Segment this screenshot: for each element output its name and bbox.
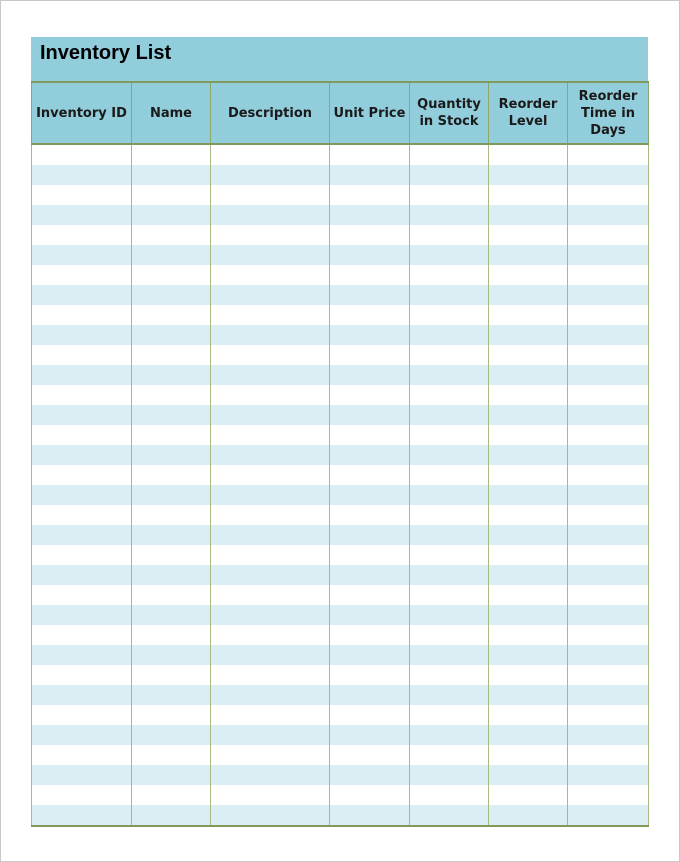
table-cell-inventory-id[interactable] [32, 665, 132, 685]
table-cell-reorder-time-in-days[interactable] [568, 745, 649, 765]
table-row [32, 625, 649, 645]
table-row [32, 185, 649, 205]
table-cell-description[interactable] [211, 505, 330, 525]
table-cell-name[interactable] [132, 665, 211, 685]
table-cell-inventory-id[interactable] [32, 465, 132, 485]
table-cell-name[interactable] [132, 805, 211, 826]
table-cell-unit-price[interactable] [330, 225, 410, 245]
table-cell-inventory-id[interactable] [32, 605, 132, 625]
table-cell-reorder-level[interactable] [489, 625, 568, 645]
table-cell-inventory-id[interactable] [32, 745, 132, 765]
table-cell-reorder-level[interactable] [489, 765, 568, 785]
table-cell-inventory-id[interactable] [32, 305, 132, 325]
table-cell-description[interactable] [211, 185, 330, 205]
table-row [32, 165, 649, 185]
table-cell-reorder-time-in-days[interactable] [568, 385, 649, 405]
table-cell-reorder-time-in-days[interactable] [568, 265, 649, 285]
table-cell-reorder-time-in-days[interactable] [568, 144, 649, 165]
table-cell-inventory-id[interactable] [32, 525, 132, 545]
table-cell-unit-price[interactable] [330, 365, 410, 385]
table-cell-quantity-in-stock[interactable] [410, 645, 489, 665]
table-cell-inventory-id[interactable] [32, 165, 132, 185]
table-cell-reorder-level[interactable] [489, 225, 568, 245]
table-cell-name[interactable] [132, 465, 211, 485]
table-cell-name[interactable] [132, 205, 211, 225]
table-cell-reorder-time-in-days[interactable] [568, 705, 649, 725]
table-cell-reorder-level[interactable] [489, 645, 568, 665]
table-cell-name[interactable] [132, 645, 211, 665]
table-cell-reorder-level[interactable] [489, 425, 568, 445]
table-cell-reorder-time-in-days[interactable] [568, 345, 649, 365]
table-cell-unit-price[interactable] [330, 565, 410, 585]
table-cell-description[interactable] [211, 425, 330, 445]
table-cell-name[interactable] [132, 705, 211, 725]
table-cell-quantity-in-stock[interactable] [410, 205, 489, 225]
table-cell-name[interactable] [132, 305, 211, 325]
table-cell-inventory-id[interactable] [32, 505, 132, 525]
table-cell-description[interactable] [211, 645, 330, 665]
table-cell-reorder-time-in-days[interactable] [568, 425, 649, 445]
table-row [32, 565, 649, 585]
table-cell-reorder-time-in-days[interactable] [568, 585, 649, 605]
table-cell-name[interactable] [132, 745, 211, 765]
table-row [32, 585, 649, 605]
table-cell-inventory-id[interactable] [32, 345, 132, 365]
table-cell-description[interactable] [211, 485, 330, 505]
table-cell-reorder-time-in-days[interactable] [568, 685, 649, 705]
table-cell-name[interactable] [132, 565, 211, 585]
table-cell-name[interactable] [132, 685, 211, 705]
table-cell-reorder-level[interactable] [489, 144, 568, 165]
table-cell-reorder-time-in-days[interactable] [568, 485, 649, 505]
table-row [32, 745, 649, 765]
table-cell-reorder-level[interactable] [489, 385, 568, 405]
table-cell-name[interactable] [132, 405, 211, 425]
table-cell-description[interactable] [211, 365, 330, 385]
table-cell-reorder-time-in-days[interactable] [568, 165, 649, 185]
table-row [32, 425, 649, 445]
table-cell-quantity-in-stock[interactable] [410, 485, 489, 505]
table-cell-description[interactable] [211, 565, 330, 585]
column-header-unit-price: Unit Price [330, 82, 410, 144]
table-cell-reorder-time-in-days[interactable] [568, 565, 649, 585]
table-cell-description[interactable] [211, 785, 330, 805]
table-row [32, 545, 649, 565]
table-cell-inventory-id[interactable] [32, 205, 132, 225]
table-cell-unit-price[interactable] [330, 485, 410, 505]
table-cell-quantity-in-stock[interactable] [410, 185, 489, 205]
table-cell-quantity-in-stock[interactable] [410, 265, 489, 285]
table-cell-unit-price[interactable] [330, 805, 410, 826]
table-cell-reorder-time-in-days[interactable] [568, 225, 649, 245]
table-row [32, 245, 649, 265]
table-row [32, 705, 649, 725]
table-cell-reorder-level[interactable] [489, 325, 568, 345]
table-cell-reorder-level[interactable] [489, 665, 568, 685]
table-cell-reorder-time-in-days[interactable] [568, 325, 649, 345]
table-cell-reorder-time-in-days[interactable] [568, 645, 649, 665]
table-cell-quantity-in-stock[interactable] [410, 144, 489, 165]
table-cell-reorder-level[interactable] [489, 485, 568, 505]
table-cell-inventory-id[interactable] [32, 565, 132, 585]
table-row [32, 325, 649, 345]
table-cell-quantity-in-stock[interactable] [410, 685, 489, 705]
table-cell-unit-price[interactable] [330, 165, 410, 185]
table-row [32, 785, 649, 805]
table-cell-unit-price[interactable] [330, 445, 410, 465]
table-cell-quantity-in-stock[interactable] [410, 345, 489, 365]
table-cell-unit-price[interactable] [330, 285, 410, 305]
table-cell-name[interactable] [132, 385, 211, 405]
table-cell-reorder-time-in-days[interactable] [568, 185, 649, 205]
table-cell-reorder-level[interactable] [489, 725, 568, 745]
table-cell-reorder-level[interactable] [489, 605, 568, 625]
table-cell-unit-price[interactable] [330, 705, 410, 725]
table-cell-quantity-in-stock[interactable] [410, 745, 489, 765]
table-cell-description[interactable] [211, 805, 330, 826]
table-cell-reorder-level[interactable] [489, 705, 568, 725]
table-cell-name[interactable] [132, 545, 211, 565]
table-cell-reorder-level[interactable] [489, 445, 568, 465]
column-header-reorder-level: Reorder Level [489, 82, 568, 144]
table-cell-description[interactable] [211, 605, 330, 625]
table-cell-reorder-level[interactable] [489, 805, 568, 826]
column-header-reorder-time-in-days: Reorder Time in Days [568, 82, 649, 144]
table-cell-reorder-level[interactable] [489, 505, 568, 525]
table-cell-reorder-level[interactable] [489, 285, 568, 305]
table-cell-quantity-in-stock[interactable] [410, 445, 489, 465]
table-cell-quantity-in-stock[interactable] [410, 405, 489, 425]
table-cell-reorder-level[interactable] [489, 345, 568, 365]
table-cell-reorder-level[interactable] [489, 265, 568, 285]
table-cell-description[interactable] [211, 725, 330, 745]
table-row [32, 465, 649, 485]
table-cell-unit-price[interactable] [330, 305, 410, 325]
table-cell-quantity-in-stock[interactable] [410, 165, 489, 185]
table-row [32, 805, 649, 826]
table-cell-inventory-id[interactable] [32, 485, 132, 505]
table-cell-inventory-id[interactable] [32, 405, 132, 425]
table-cell-unit-price[interactable] [330, 185, 410, 205]
table-cell-quantity-in-stock[interactable] [410, 465, 489, 485]
table-cell-unit-price[interactable] [330, 605, 410, 625]
inventory-table [31, 81, 649, 827]
table-cell-quantity-in-stock[interactable] [410, 425, 489, 445]
table-cell-unit-price[interactable] [330, 245, 410, 265]
table-cell-reorder-level[interactable] [489, 405, 568, 425]
table-cell-description[interactable] [211, 465, 330, 485]
table-cell-unit-price[interactable] [330, 665, 410, 685]
column-header-name: Name [132, 82, 211, 144]
table-cell-reorder-time-in-days[interactable] [568, 625, 649, 645]
table-cell-quantity-in-stock[interactable] [410, 585, 489, 605]
table-row [32, 645, 649, 665]
table-cell-unit-price[interactable] [330, 645, 410, 665]
table-cell-reorder-level[interactable] [489, 685, 568, 705]
table-row [32, 225, 649, 245]
table-cell-quantity-in-stock[interactable] [410, 365, 489, 385]
table-cell-quantity-in-stock[interactable] [410, 225, 489, 245]
table-cell-quantity-in-stock[interactable] [410, 805, 489, 826]
table-cell-name[interactable] [132, 165, 211, 185]
table-cell-description[interactable] [211, 205, 330, 225]
table-cell-name[interactable] [132, 144, 211, 165]
column-header-description: Description [211, 82, 330, 144]
table-cell-description[interactable] [211, 305, 330, 325]
table-cell-description[interactable] [211, 385, 330, 405]
table-cell-quantity-in-stock[interactable] [410, 665, 489, 685]
table-cell-description[interactable] [211, 345, 330, 365]
table-cell-inventory-id[interactable] [32, 245, 132, 265]
table-cell-name[interactable] [132, 185, 211, 205]
table-cell-description[interactable] [211, 625, 330, 645]
table-cell-reorder-time-in-days[interactable] [568, 405, 649, 425]
title-bar [31, 37, 648, 81]
table-cell-inventory-id[interactable] [32, 185, 132, 205]
table-cell-quantity-in-stock[interactable] [410, 525, 489, 545]
table-cell-description[interactable] [211, 585, 330, 605]
header-row [32, 82, 649, 144]
table-cell-reorder-time-in-days[interactable] [568, 805, 649, 826]
table-cell-name[interactable] [132, 345, 211, 365]
table-cell-name[interactable] [132, 585, 211, 605]
table-cell-quantity-in-stock[interactable] [410, 725, 489, 745]
table-cell-description[interactable] [211, 225, 330, 245]
table-row [32, 205, 649, 225]
table-cell-inventory-id[interactable] [32, 265, 132, 285]
table-body [32, 144, 649, 826]
table-cell-unit-price[interactable] [330, 205, 410, 225]
table-row [32, 385, 649, 405]
table-cell-name[interactable] [132, 605, 211, 625]
table-cell-description[interactable] [211, 765, 330, 785]
table-cell-description[interactable] [211, 245, 330, 265]
table-cell-name[interactable] [132, 225, 211, 245]
table-cell-reorder-level[interactable] [489, 745, 568, 765]
table-cell-quantity-in-stock[interactable] [410, 285, 489, 305]
table-cell-name[interactable] [132, 625, 211, 645]
table-cell-name[interactable] [132, 265, 211, 285]
table-cell-quantity-in-stock[interactable] [410, 385, 489, 405]
table-row [32, 365, 649, 385]
table-cell-description[interactable] [211, 144, 330, 165]
table-cell-quantity-in-stock[interactable] [410, 505, 489, 525]
table-cell-description[interactable] [211, 405, 330, 425]
table-cell-description[interactable] [211, 445, 330, 465]
table-cell-unit-price[interactable] [330, 765, 410, 785]
table-cell-reorder-time-in-days[interactable] [568, 245, 649, 265]
table-cell-unit-price[interactable] [330, 745, 410, 765]
table-cell-name[interactable] [132, 765, 211, 785]
table-cell-reorder-time-in-days[interactable] [568, 785, 649, 805]
table-cell-name[interactable] [132, 725, 211, 745]
table-cell-unit-price[interactable] [330, 685, 410, 705]
table-cell-inventory-id[interactable] [32, 625, 132, 645]
table-cell-reorder-time-in-days[interactable] [568, 665, 649, 685]
table-cell-description[interactable] [211, 285, 330, 305]
table-cell-reorder-level[interactable] [489, 545, 568, 565]
table-cell-description[interactable] [211, 745, 330, 765]
table-cell-unit-price[interactable] [330, 505, 410, 525]
table-cell-quantity-in-stock[interactable] [410, 605, 489, 625]
table-cell-quantity-in-stock[interactable] [410, 705, 489, 725]
table-cell-inventory-id[interactable] [32, 765, 132, 785]
table-cell-name[interactable] [132, 445, 211, 465]
table-cell-reorder-time-in-days[interactable] [568, 505, 649, 525]
table-cell-reorder-level[interactable] [489, 365, 568, 385]
table-cell-quantity-in-stock[interactable] [410, 305, 489, 325]
table-cell-name[interactable] [132, 285, 211, 305]
table-cell-inventory-id[interactable] [32, 545, 132, 565]
table-cell-reorder-level[interactable] [489, 585, 568, 605]
table-cell-reorder-level[interactable] [489, 785, 568, 805]
table-row [32, 285, 649, 305]
table-cell-unit-price[interactable] [330, 525, 410, 545]
table-cell-unit-price[interactable] [330, 725, 410, 745]
table-cell-reorder-level[interactable] [489, 245, 568, 265]
table-cell-name[interactable] [132, 425, 211, 445]
table-cell-reorder-time-in-days[interactable] [568, 605, 649, 625]
column-header-inventory-id: Inventory ID [32, 82, 132, 144]
table-cell-unit-price[interactable] [330, 144, 410, 165]
table-cell-reorder-level[interactable] [489, 165, 568, 185]
table-cell-reorder-time-in-days[interactable] [568, 545, 649, 565]
table-cell-name[interactable] [132, 525, 211, 545]
table-cell-unit-price[interactable] [330, 425, 410, 445]
table-row [32, 485, 649, 505]
table-cell-unit-price[interactable] [330, 405, 410, 425]
table-cell-quantity-in-stock[interactable] [410, 245, 489, 265]
table-cell-reorder-time-in-days[interactable] [568, 725, 649, 745]
table-row [32, 144, 649, 165]
table-cell-inventory-id[interactable] [32, 325, 132, 345]
column-header-quantity-in-stock: Quantity in Stock [410, 82, 489, 144]
table-cell-name[interactable] [132, 485, 211, 505]
table-cell-description[interactable] [211, 705, 330, 725]
table-cell-quantity-in-stock[interactable] [410, 545, 489, 565]
table-cell-description[interactable] [211, 685, 330, 705]
table-row [32, 505, 649, 525]
table-cell-description[interactable] [211, 525, 330, 545]
table-cell-name[interactable] [132, 365, 211, 385]
table-cell-reorder-level[interactable] [489, 305, 568, 325]
table-cell-description[interactable] [211, 665, 330, 685]
table-cell-unit-price[interactable] [330, 465, 410, 485]
table-cell-inventory-id[interactable] [32, 144, 132, 165]
table-cell-reorder-level[interactable] [489, 465, 568, 485]
table-cell-reorder-level[interactable] [489, 525, 568, 545]
table-cell-description[interactable] [211, 265, 330, 285]
table-row [32, 725, 649, 745]
table-cell-inventory-id[interactable] [32, 805, 132, 826]
table-cell-description[interactable] [211, 325, 330, 345]
table-cell-inventory-id[interactable] [32, 385, 132, 405]
table-cell-reorder-time-in-days[interactable] [568, 765, 649, 785]
table-cell-name[interactable] [132, 785, 211, 805]
table-row [32, 445, 649, 465]
table-cell-unit-price[interactable] [330, 385, 410, 405]
table-cell-inventory-id[interactable] [32, 285, 132, 305]
table-cell-inventory-id[interactable] [32, 425, 132, 445]
table-row [32, 265, 649, 285]
table-cell-inventory-id[interactable] [32, 365, 132, 385]
table-cell-quantity-in-stock[interactable] [410, 765, 489, 785]
table-cell-name[interactable] [132, 245, 211, 265]
table-cell-reorder-time-in-days[interactable] [568, 305, 649, 325]
table-cell-reorder-time-in-days[interactable] [568, 445, 649, 465]
table-cell-inventory-id[interactable] [32, 705, 132, 725]
table-cell-unit-price[interactable] [330, 625, 410, 645]
table-cell-reorder-time-in-days[interactable] [568, 465, 649, 485]
table-cell-quantity-in-stock[interactable] [410, 785, 489, 805]
table-cell-unit-price[interactable] [330, 345, 410, 365]
table-cell-inventory-id[interactable] [32, 685, 132, 705]
table-row [32, 685, 649, 705]
table-row [32, 605, 649, 625]
table-cell-name[interactable] [132, 325, 211, 345]
table-cell-inventory-id[interactable] [32, 645, 132, 665]
table-cell-inventory-id[interactable] [32, 585, 132, 605]
table-cell-unit-price[interactable] [330, 545, 410, 565]
table-cell-unit-price[interactable] [330, 585, 410, 605]
table-cell-unit-price[interactable] [330, 785, 410, 805]
table-cell-inventory-id[interactable] [32, 725, 132, 745]
table-cell-reorder-time-in-days[interactable] [568, 285, 649, 305]
table-cell-quantity-in-stock[interactable] [410, 325, 489, 345]
table-cell-reorder-level[interactable] [489, 185, 568, 205]
table-cell-reorder-level[interactable] [489, 205, 568, 225]
table-row [32, 765, 649, 785]
table-cell-reorder-time-in-days[interactable] [568, 365, 649, 385]
table-row [32, 345, 649, 365]
table-cell-inventory-id[interactable] [32, 225, 132, 245]
table-cell-description[interactable] [211, 545, 330, 565]
table-cell-name[interactable] [132, 505, 211, 525]
table-cell-quantity-in-stock[interactable] [410, 625, 489, 645]
table-cell-reorder-time-in-days[interactable] [568, 205, 649, 225]
table-cell-unit-price[interactable] [330, 265, 410, 285]
table-cell-inventory-id[interactable] [32, 445, 132, 465]
table-row [32, 305, 649, 325]
table-cell-description[interactable] [211, 165, 330, 185]
table-row [32, 525, 649, 545]
table-row [32, 665, 649, 685]
page-title: Inventory List [40, 42, 172, 64]
table-cell-reorder-level[interactable] [489, 565, 568, 585]
table-cell-unit-price[interactable] [330, 325, 410, 345]
table-row [32, 405, 649, 425]
table-cell-quantity-in-stock[interactable] [410, 565, 489, 585]
table-cell-inventory-id[interactable] [32, 785, 132, 805]
table-cell-reorder-time-in-days[interactable] [568, 525, 649, 545]
